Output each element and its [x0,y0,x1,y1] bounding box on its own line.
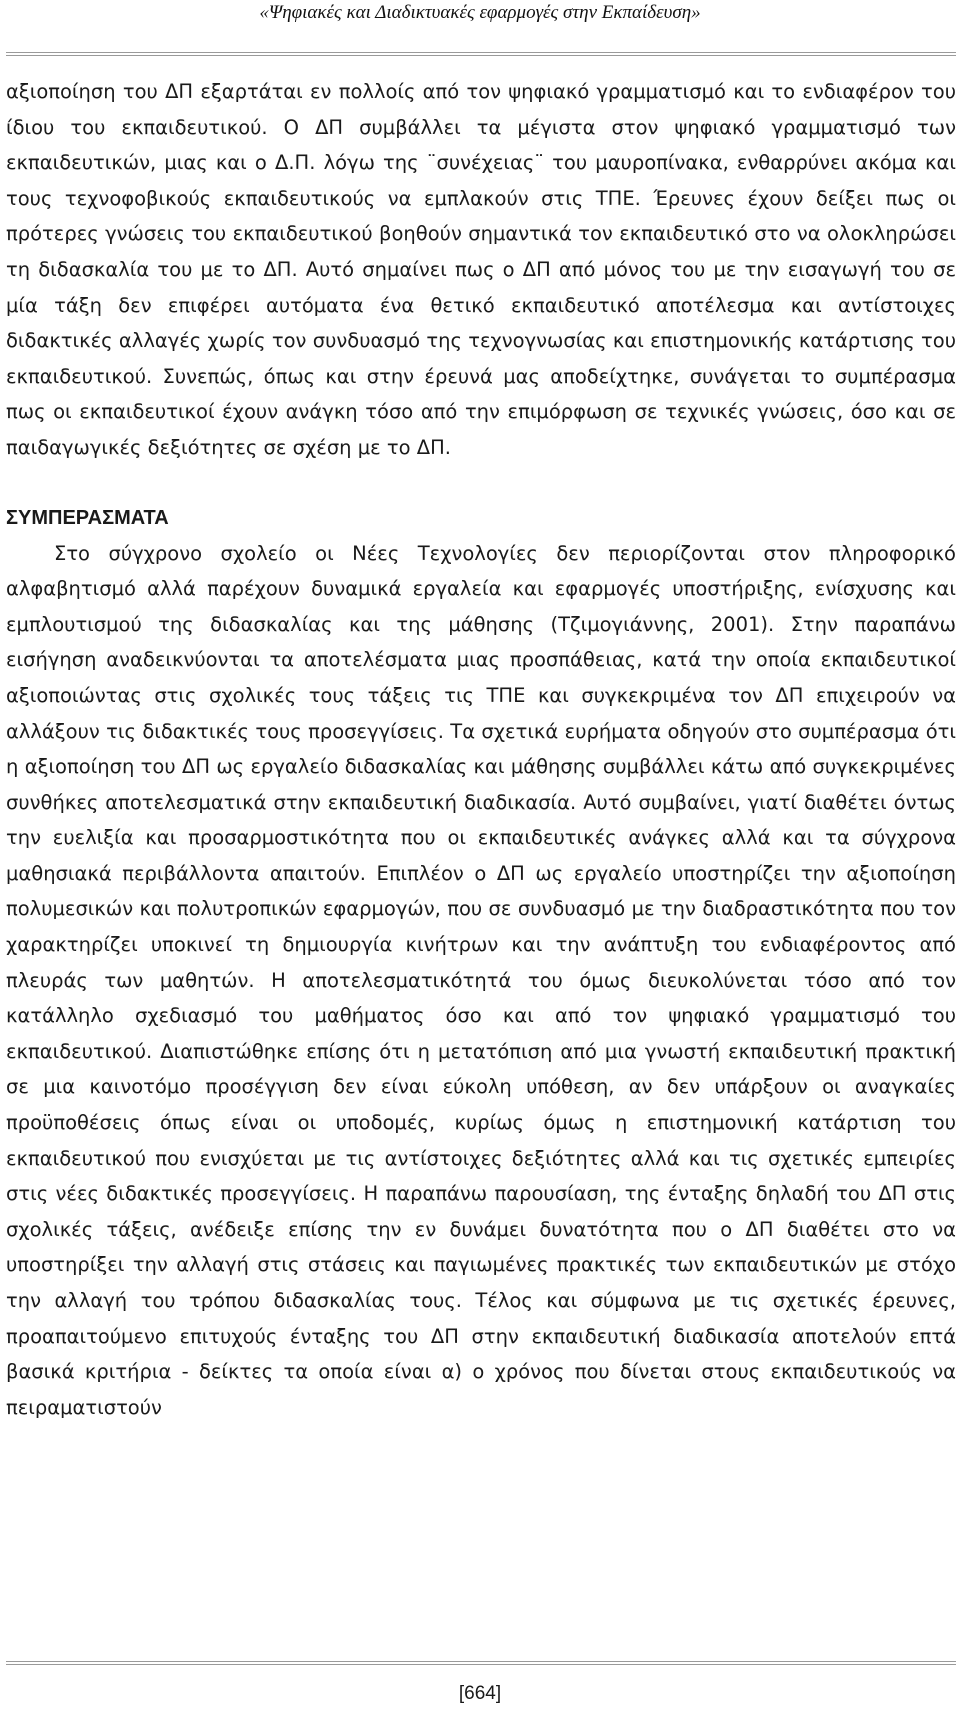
body-paragraph-1: αξιοποίηση του ΔΠ εξαρτάται εν πολλοίς από τον ψηφιακό γραμματισμό και το ενδιαφέρον του ίδιου του εκπαιδευτικού. Ο ΔΠ συμβάλλει τα μέγιστα στον ψηφιακό γραμματισμό των εκπαιδευτικών, μιας και ο Δ.Π. λόγω της ¨συνέχειας¨ του μαυροπίνακα, ενθαρρύνει ακόμα και τους τεχνοφοβικούς εκπαιδευτικούς να εμπλακούν στις ΤΠΕ. Έρευνες έχουν δείξει πως οι πρότερες γνώσεις του εκπαιδευτικού βοηθούν σημαντικά τον εκπαιδευτικό στο να ολοκληρώσει τη διδασκαλία του με το ΔΠ. Αυτό σημαίνει πως ο ΔΠ από μόνος του με την εισαγωγή του σε μία τάξη δεν επιφέρει αυτόματα ένα θετικό εκπαιδευτικό αποτέλεσμα και αντίστοιχες διδακτικές αλλαγές χωρίς τον συνδυασμό της τεχνογνωσίας και επιστημονικής κατάρτισης του εκπαιδευτικού. Συνεπώς, όπως και στην έρευνά μας αποδείχτηκε, συνάγεται το συμπέρασμα πως οι εκπαιδευτικοί έχουν ανάγκη τόσο από την επιμόρφωση σε τεχνικές γνώσεις, όσο και σε παιδαγωγικές δεξιότητες σε σχέση με το ΔΠ. [6,80,956,459]
running-header-title: «Ψηφιακές και Διαδικτυακές εφαρμογές στην Εκπαίδευση» [259,2,701,23]
header-divider [6,52,956,56]
body-paragraph-2: Στο σύγχρονο σχολείο οι Νέες Τεχνολογίες δεν περιορίζονται στον πληροφορικό αλφαβητισμό αλλά παρέχουν δυναμικά εργαλεία και εφαρμογές υποστήριξης, ενίσχυσης και εμπλουτισμού της διδασκαλίας και της μάθησης (Τζιμογιάννης, 2001). Στην παραπάνω εισήγηση αναδεικνύονται τα αποτελέσματα μιας προσπάθειας, κατά την οποία εκπαιδευτικοί αξιοποιώντας στις σχολικές τους τάξεις τις ΤΠΕ και συγκεκριμένα τον ΔΠ επιχειρούν να αλλάξουν τις διδακτικές τους προσεγγίσεις. Τα σχετικά ευρήματα οδηγούν στο συμπέρασμα ότι η αξιοποίηση του ΔΠ ως εργαλείο διδασκαλίας και μάθησης συμβάλλει κάτω από συγκεκριμένες συνθήκες αποτελεσματικά στην εκπαιδευτική διαδικασία. Αυτό συμβαίνει, γιατί διαθέτει όντως την ευελιξία και προσαρμοστικότητα που οι εκπαιδευτικές ανάγκες αλλά και τα σύγχρονα μαθησιακά περιβάλλοντα απαιτούν. Επιπλέον ο ΔΠ ως εργαλείο υποστηρίζει την αξιοποίηση πολυμεσικών και πολυτροπικών εφαρμογών, που σε συνδυασμό με την διαδραστικότητα που τον χαρακτηρίζει υποκινεί τη δημιουργία κινήτρων και την ανάπτυξη του ενδιαφέροντος από πλευράς των μαθητών. Η αποτελεσματικότητά του όμως διευκολύνεται τόσο από τον κατάλληλο σχεδιασμό του μαθήματος όσο και από τον ψηφιακό γραμματισμό του εκπαιδευτικού. Διαπιστώθηκε επίσης ότι η μετατόπιση από μια γνωστή εκπαιδευτική πρακτική σε μια καινοτόμο προσέγγιση δεν είναι εύκολη υπόθεση, αν δεν υπάρξουν οι αναγκαίες προϋποθέσεις όπως είναι οι υποδομές, κυρίως όμως η επιστημονική κατάρτιση του εκπαιδευτικού που ενισχύεται με τις αντίστοιχες δεξιότητες αλλά και τις σχετικές εμπειρίες στις νέες διδακτικές προσεγγίσεις. Η παραπάνω παρουσίαση, της ένταξης δηλαδή του ΔΠ στις σχολικές τάξεις, ανέδειξε επίσης την εν δυνάμει δυνατότητα που ο ΔΠ διαθέτει στο να υποστηρίξει την αλλαγή στις στάσεις και παγιωμένες πρακτικές των εκπαιδευτικών με στόχο την αλλαγή του τρόπου διδασκαλίας τους. Τέλος και σύμφωνα με τις σχετικές έρευνες, προαπαιτούμενο επιτυχούς ένταξης του ΔΠ στην εκπαιδευτική διαδικασία αποτελούν επτά βασικά κριτήρια - δείκτες τα οποία είναι α) ο χρόνος που δίνεται στους εκπαιδευτικούς να πειραματιστούν [6,541,956,1419]
footer-divider [6,1661,956,1665]
section-heading-conclusions: ΣΥΜΠΕΡΑΣΜΑΤΑ [6,506,169,529]
page-body [6,74,956,1425]
page-number: [664] [458,1683,502,1704]
